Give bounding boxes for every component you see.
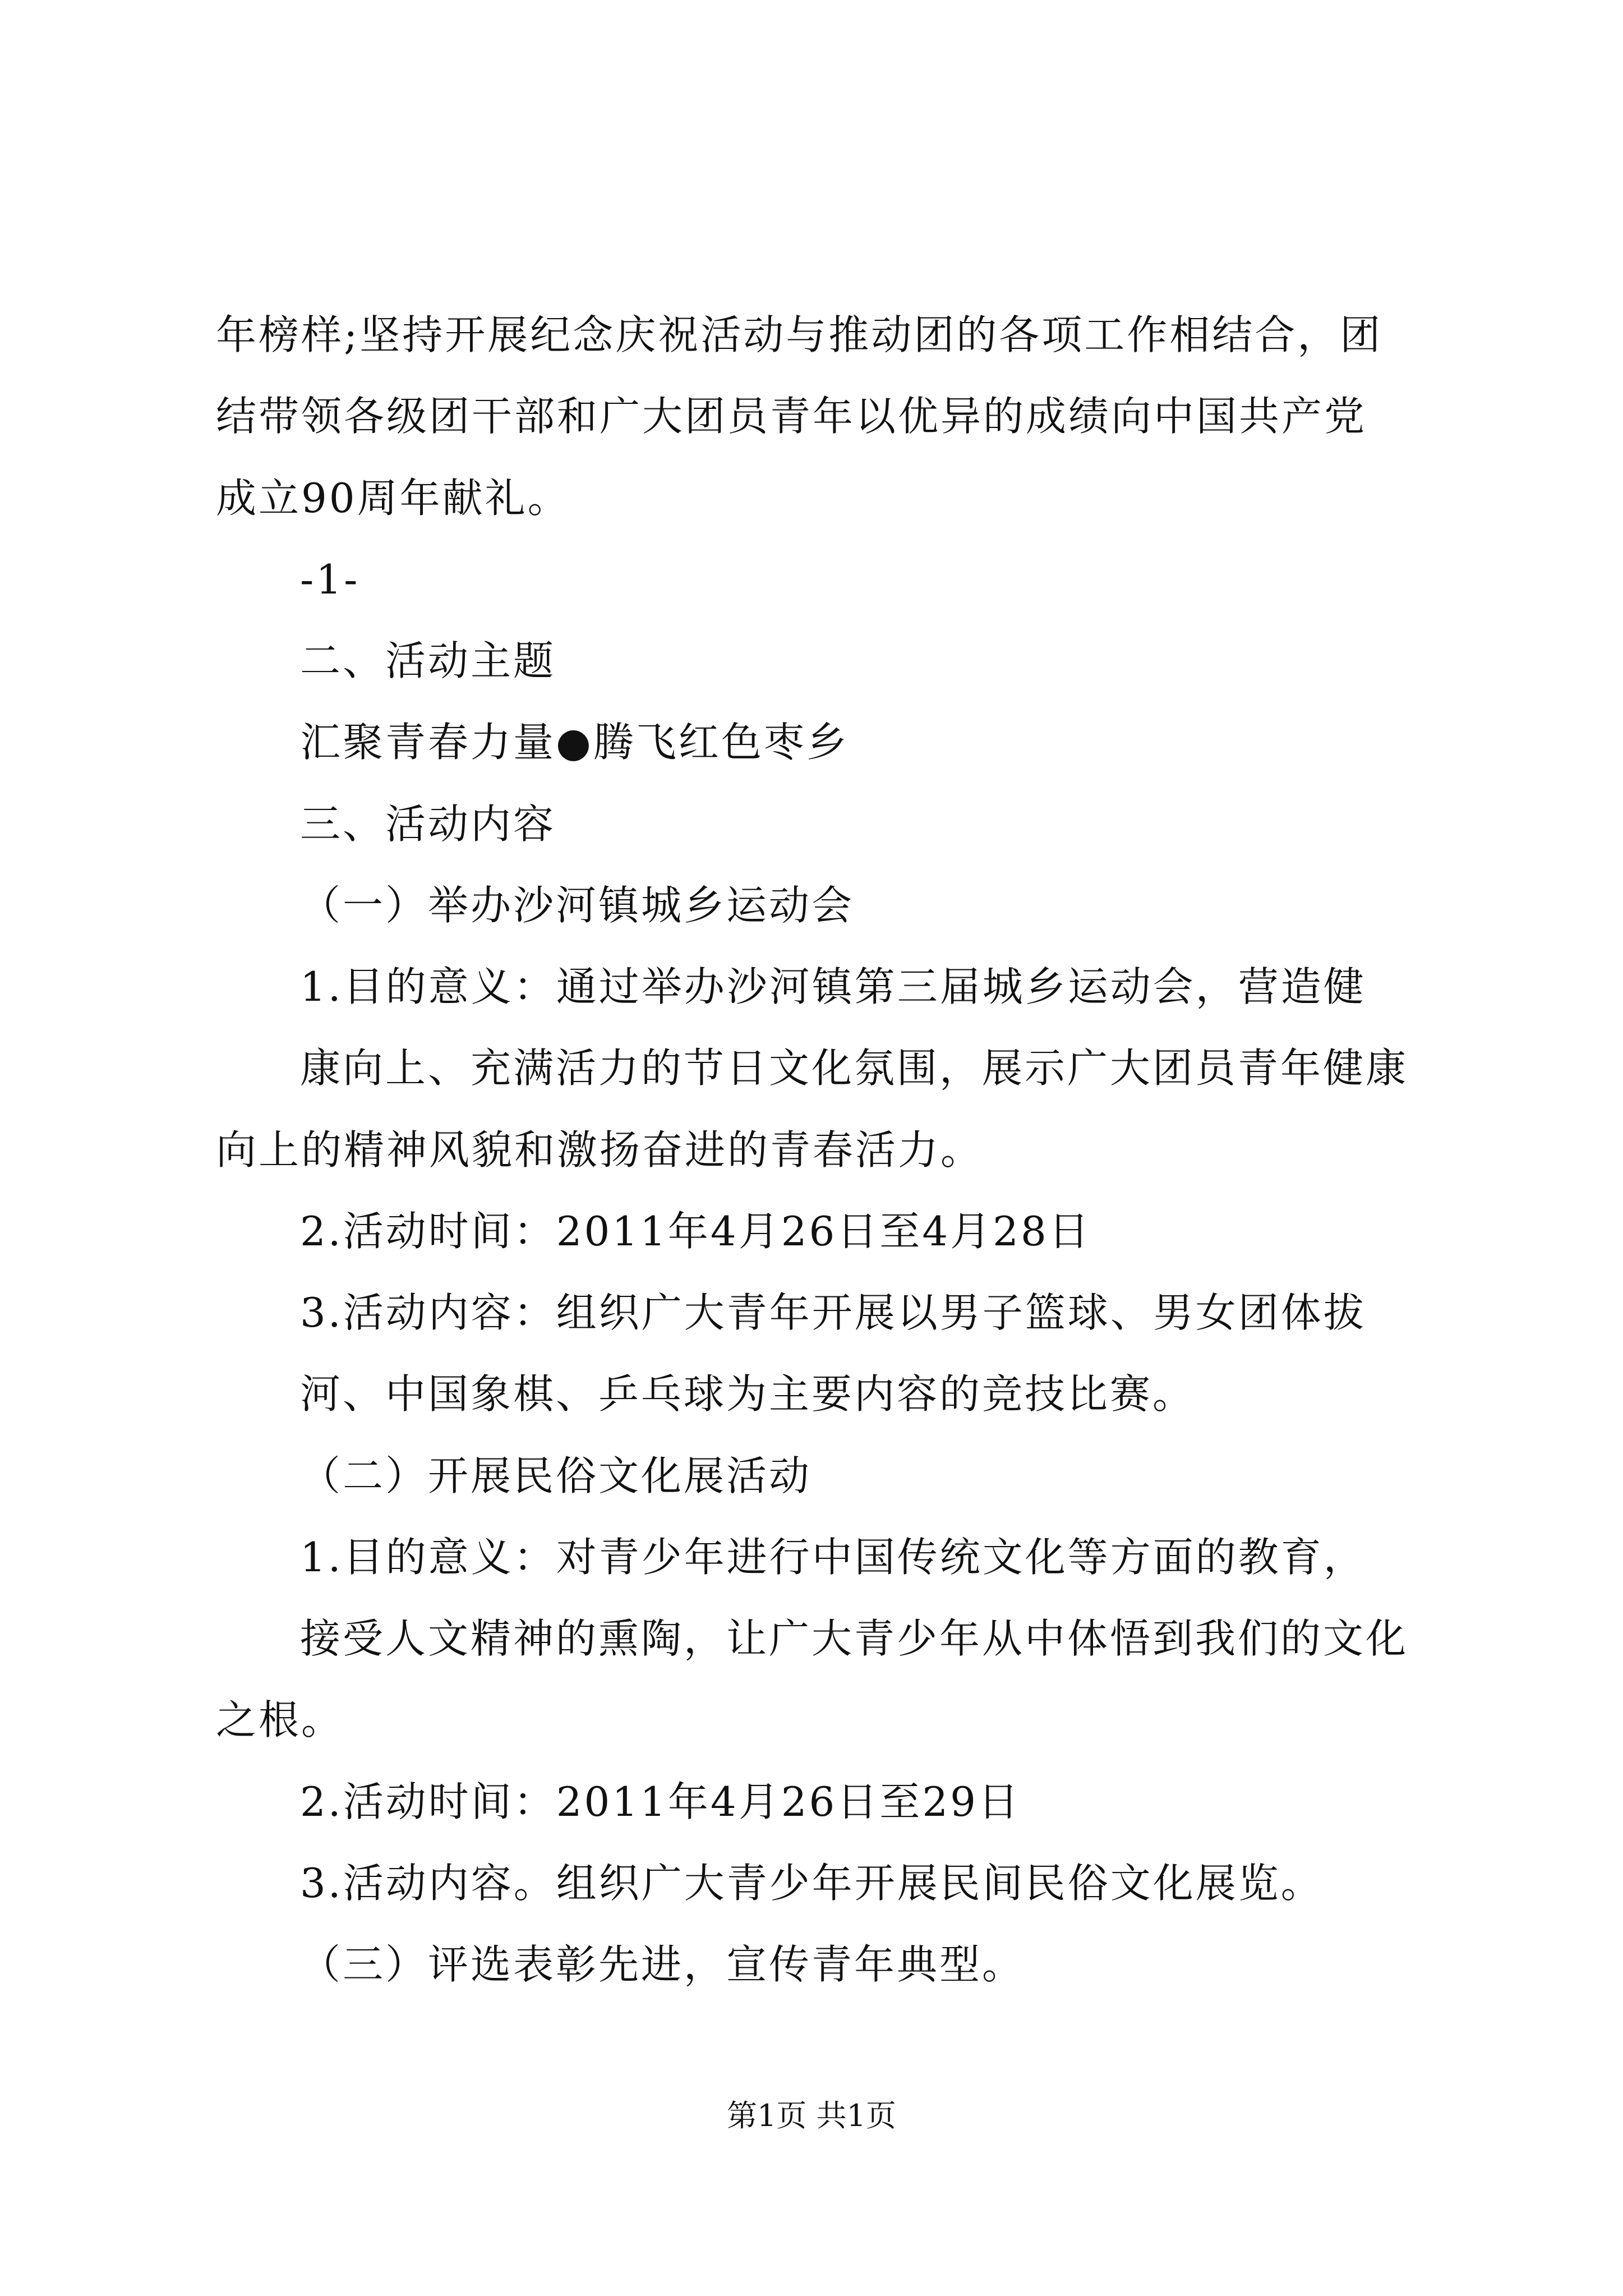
theme-text: 汇聚青春力量●腾飞红色枣乡 [300, 719, 849, 766]
body-text-line: 之根。 [216, 1696, 344, 1743]
body-text-line: 2.活动时间：2011年4月26日至29日 [300, 1778, 1021, 1825]
section-heading: 二、活动主题 [300, 637, 556, 684]
body-text-line: 向上的精神风貌和激扬奋进的青春活力。 [216, 1126, 984, 1174]
body-text-line: 河、中国象棋、乒乓球为主要内容的竞技比赛。 [300, 1370, 1196, 1418]
subsection-heading: （三）评选表彰先进，宣传青年典型。 [300, 1941, 1025, 1988]
subsection-heading: （一）举办沙河镇城乡运动会 [300, 882, 855, 929]
body-text-line: 结带领各级团干部和广大团员青年以优异的成绩向中国共产党 [216, 393, 1367, 440]
body-text-line: 3.活动内容。组织广大青少年开展民间民俗文化展览。 [300, 1860, 1324, 1907]
page-footer: 第1页 共1页 [727, 2098, 896, 2133]
body-text-line: 接受人文精神的熏陶，让广大青少年从中体悟到我们的文化 [300, 1615, 1409, 1662]
subsection-heading: （二）开展民俗文化展活动 [300, 1452, 812, 1499]
body-text-line: 2.活动时间：2011年4月26日至4月28日 [300, 1208, 1091, 1255]
body-text-line: 1.目的意义：对青少年进行中国传统文化等方面的教育， [300, 1534, 1366, 1581]
body-text-line: 康向上、充满活力的节日文化氛围，展示广大团员青年健康 [300, 1045, 1409, 1092]
body-text-line: 年榜样;坚持开展纪念庆祝活动与推动团的各项工作相结合，团 [216, 311, 1383, 358]
body-text-line: 成立90周年献礼。 [216, 475, 570, 522]
body-text-line: 3.活动内容：组织广大青年开展以男子篮球、男女团体拔 [300, 1289, 1366, 1336]
section-heading: 三、活动内容 [300, 800, 556, 848]
page-marker: -1- [300, 556, 360, 603]
body-text-line: 1.目的意义：通过举办沙河镇第三届城乡运动会，营造健 [300, 963, 1366, 1010]
